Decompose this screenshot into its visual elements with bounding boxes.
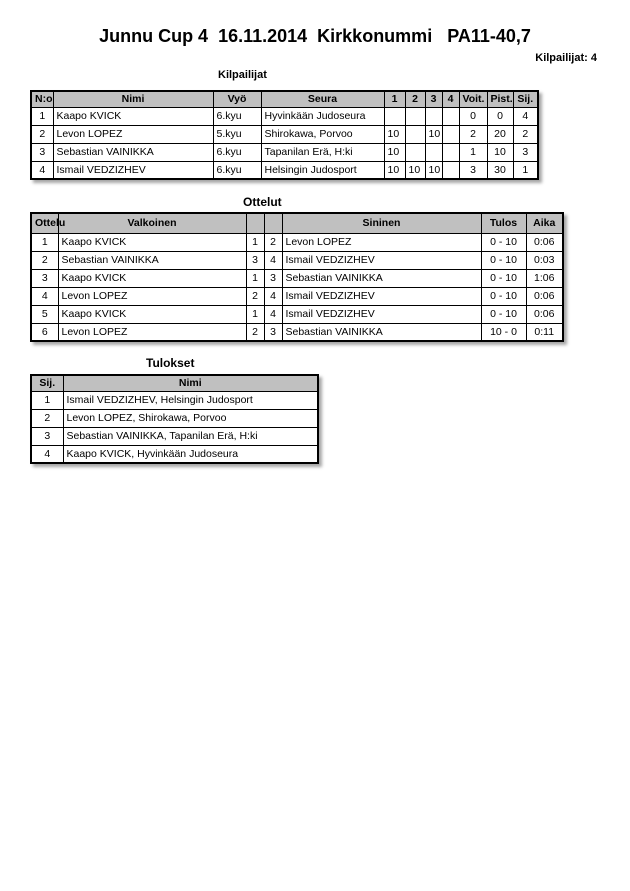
- table-cell: Ismail VEDZIZHEV: [282, 251, 481, 269]
- table-cell: [405, 125, 425, 143]
- table-cell: 0:03: [526, 251, 563, 269]
- results-table: [30, 374, 319, 464]
- table-cell: [442, 161, 459, 179]
- table-cell: 1: [246, 269, 264, 287]
- table-cell: 2: [246, 287, 264, 305]
- table-cell: 3: [459, 161, 487, 179]
- table-cell: 10: [384, 143, 405, 161]
- table-cell: 2: [246, 323, 264, 341]
- table-cell: 3: [513, 143, 538, 161]
- table-cell: Helsingin Judosport: [261, 161, 384, 179]
- table-cell: [425, 107, 442, 125]
- table-row: [31, 323, 563, 341]
- table-cell: 1: [31, 391, 63, 409]
- table-row: [31, 233, 563, 251]
- table-cell: Hyvinkään Judoseura: [261, 107, 384, 125]
- column-header: Ottelu: [31, 213, 58, 233]
- table-cell: 0 - 10: [481, 269, 526, 287]
- table-row: [31, 269, 563, 287]
- table-cell: 0:06: [526, 287, 563, 305]
- column-header: Sij.: [513, 91, 538, 107]
- table-row: [31, 251, 563, 269]
- table-row: [31, 445, 318, 463]
- table-cell: Levon LOPEZ: [58, 323, 246, 341]
- table-row: [31, 305, 563, 323]
- table-row: [31, 125, 538, 143]
- table-cell: Sebastian VAINIKKA: [53, 143, 213, 161]
- table-cell: 6.kyu: [213, 161, 261, 179]
- table-cell: 2: [31, 125, 53, 143]
- table-cell: [442, 125, 459, 143]
- table-header-row: [31, 213, 563, 233]
- column-header: Tulos: [481, 213, 526, 233]
- table-cell: [442, 107, 459, 125]
- table-cell: 0: [459, 107, 487, 125]
- matches-table: [30, 212, 564, 342]
- competitors-section-title: Kilpailijat: [218, 69, 267, 81]
- table-cell: 5: [31, 305, 58, 323]
- table-cell: 3: [31, 427, 63, 445]
- table-cell: 3: [246, 251, 264, 269]
- table-row: [31, 161, 538, 179]
- table-cell: 4: [264, 305, 282, 323]
- table-cell: 2: [459, 125, 487, 143]
- column-header: Valkoinen: [58, 213, 246, 233]
- table-cell: 10: [425, 125, 442, 143]
- page-title: Junnu Cup 4 16.11.2014 Kirkkonummi PA11-40,7: [99, 26, 531, 46]
- table-cell: Ismail VEDZIZHEV: [282, 305, 481, 323]
- column-header: 1: [384, 91, 405, 107]
- table-header-row: [31, 375, 318, 391]
- table-cell: 1: [513, 161, 538, 179]
- table-cell: 10: [384, 161, 405, 179]
- column-header: Sininen: [282, 213, 481, 233]
- table-cell: 3: [31, 143, 53, 161]
- table-cell: 1: [246, 233, 264, 251]
- table-row: [31, 143, 538, 161]
- column-header: [264, 213, 282, 233]
- table-cell: 3: [264, 323, 282, 341]
- table-cell: 3: [264, 269, 282, 287]
- table-cell: 1: [31, 233, 58, 251]
- table-cell: 2: [31, 251, 58, 269]
- column-header: Aika: [526, 213, 563, 233]
- column-header: Nimi: [53, 91, 213, 107]
- competitor-count-label: Kilpailijat: 4: [535, 52, 597, 64]
- table-cell: 20: [487, 125, 513, 143]
- table-cell: 4: [31, 287, 58, 305]
- table-cell: 0: [487, 107, 513, 125]
- table-cell: Ismail VEDZIZHEV, Helsingin Judosport: [63, 391, 318, 409]
- table-cell: 30: [487, 161, 513, 179]
- table-cell: Levon LOPEZ, Shirokawa, Porvoo: [63, 409, 318, 427]
- table-cell: 10: [405, 161, 425, 179]
- table-cell: Levon LOPEZ: [53, 125, 213, 143]
- table-cell: 6: [31, 323, 58, 341]
- table-cell: 0 - 10: [481, 305, 526, 323]
- table-cell: 4: [513, 107, 538, 125]
- column-header: Voit.: [459, 91, 487, 107]
- table-cell: Ismail VEDZIZHEV: [53, 161, 213, 179]
- table-cell: 0:06: [526, 305, 563, 323]
- table-cell: 2: [264, 233, 282, 251]
- table-row: [31, 287, 563, 305]
- table-cell: 4: [31, 445, 63, 463]
- table-header-row: [31, 91, 538, 107]
- table-row: [31, 391, 318, 409]
- table-cell: 5.kyu: [213, 125, 261, 143]
- column-header: Sij.: [31, 375, 63, 391]
- table-cell: 0:11: [526, 323, 563, 341]
- table-cell: 4: [31, 161, 53, 179]
- table-cell: 2: [513, 125, 538, 143]
- table-cell: 6.kyu: [213, 143, 261, 161]
- column-header: N:o: [31, 91, 53, 107]
- table-cell: 0 - 10: [481, 233, 526, 251]
- table-cell: Kaapo KVICK: [58, 233, 246, 251]
- table-cell: Levon LOPEZ: [58, 287, 246, 305]
- column-header: Vyö: [213, 91, 261, 107]
- column-header: Seura: [261, 91, 384, 107]
- competitors-table: [30, 90, 539, 180]
- table-cell: Tapanilan Erä, H:ki: [261, 143, 384, 161]
- table-cell: 10 - 0: [481, 323, 526, 341]
- results-section-title: Tulokset: [146, 356, 195, 370]
- table-cell: Ismail VEDZIZHEV: [282, 287, 481, 305]
- column-header: 4: [442, 91, 459, 107]
- table-cell: 1: [31, 107, 53, 125]
- table-cell: Kaapo KVICK: [58, 305, 246, 323]
- table-cell: Kaapo KVICK: [58, 269, 246, 287]
- column-header: 2: [405, 91, 425, 107]
- table-cell: [442, 143, 459, 161]
- table-cell: [384, 107, 405, 125]
- table-cell: 6.kyu: [213, 107, 261, 125]
- table-cell: 0 - 10: [481, 251, 526, 269]
- table-cell: [425, 143, 442, 161]
- table-cell: Kaapo KVICK: [53, 107, 213, 125]
- table-cell: Sebastian VAINIKKA: [58, 251, 246, 269]
- table-cell: Levon LOPEZ: [282, 233, 481, 251]
- column-header: [246, 213, 264, 233]
- table-cell: 0 - 10: [481, 287, 526, 305]
- matches-section-title: Ottelut: [243, 195, 282, 209]
- table-cell: Sebastian VAINIKKA, Tapanilan Erä, H:ki: [63, 427, 318, 445]
- column-header: Nimi: [63, 375, 318, 391]
- table-cell: 2: [31, 409, 63, 427]
- table-cell: [405, 143, 425, 161]
- table-cell: 1:06: [526, 269, 563, 287]
- table-cell: 1: [246, 305, 264, 323]
- table-cell: 1: [459, 143, 487, 161]
- table-cell: 4: [264, 251, 282, 269]
- table-cell: Kaapo KVICK, Hyvinkään Judoseura: [63, 445, 318, 463]
- table-cell: [405, 107, 425, 125]
- table-cell: 10: [384, 125, 405, 143]
- table-cell: 0:06: [526, 233, 563, 251]
- column-header: 3: [425, 91, 442, 107]
- table-cell: Sebastian VAINIKKA: [282, 269, 481, 287]
- table-cell: 10: [425, 161, 442, 179]
- table-cell: Shirokawa, Porvoo: [261, 125, 384, 143]
- table-cell: Sebastian VAINIKKA: [282, 323, 481, 341]
- table-cell: 4: [264, 287, 282, 305]
- table-cell: 3: [31, 269, 58, 287]
- table-row: [31, 107, 538, 125]
- table-cell: 10: [487, 143, 513, 161]
- column-header: Pist.: [487, 91, 513, 107]
- table-row: [31, 427, 318, 445]
- table-row: [31, 409, 318, 427]
